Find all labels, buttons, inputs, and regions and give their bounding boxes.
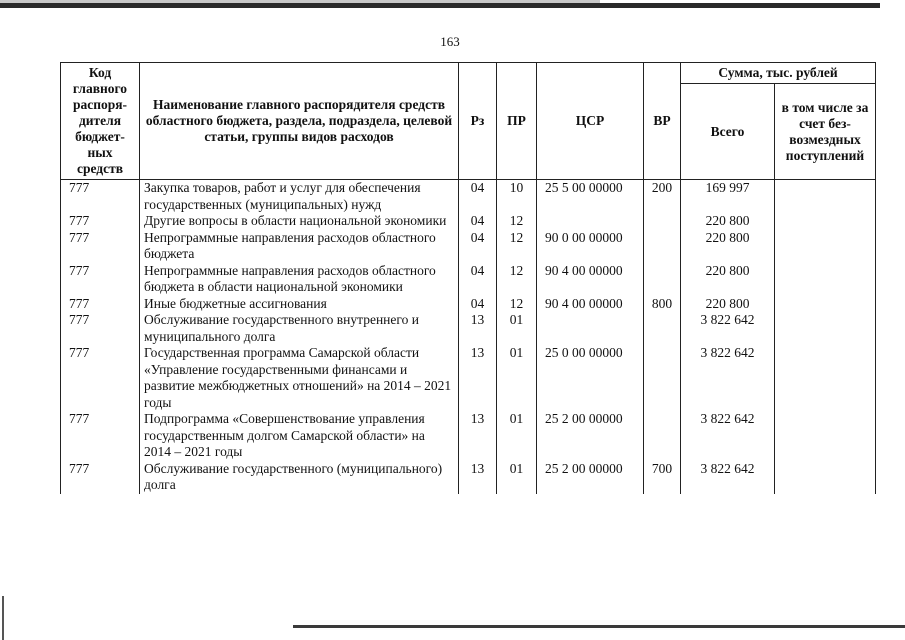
row-rz: 13 bbox=[459, 345, 497, 411]
row-csr: 25 2 00 00000 bbox=[537, 461, 644, 494]
row-name: Непрограммные направления расходов областного бюджета bbox=[140, 230, 459, 263]
row-rz: 13 bbox=[459, 312, 497, 345]
row-total: 3 822 642 bbox=[681, 345, 775, 411]
row-code: 777 bbox=[61, 411, 140, 461]
row-total: 3 822 642 bbox=[681, 312, 775, 345]
row-gratuitous bbox=[775, 345, 876, 411]
row-code: 777 bbox=[61, 230, 140, 263]
header-gratuitous: в том числе за счет без-возмездных поступлений bbox=[775, 84, 876, 180]
row-name: Непрограммные направления расходов областного бюджета в области национальной экономики bbox=[140, 263, 459, 296]
row-csr: 90 0 00 00000 bbox=[537, 230, 644, 263]
row-name: Обслуживание государственного внутреннего и муниципального долга bbox=[140, 312, 459, 345]
row-csr: 25 2 00 00000 bbox=[537, 411, 644, 461]
table-row bbox=[61, 230, 876, 263]
table-row bbox=[61, 461, 876, 494]
row-vr bbox=[644, 263, 681, 296]
row-code: 777 bbox=[61, 180, 140, 214]
row-name: Закупка товаров, работ и услуг для обеспечения государственных (муниципальных) нужд bbox=[140, 180, 459, 214]
row-gratuitous bbox=[775, 230, 876, 263]
row-rz: 04 bbox=[459, 230, 497, 263]
table-row bbox=[61, 263, 876, 296]
row-vr bbox=[644, 230, 681, 263]
header-sum-group: Сумма, тыс. рублей bbox=[681, 63, 876, 84]
row-name: Государственная программа Самарской области «Управление государственными финансами и развитие межбюджетных отношений» на 2014 – 2021 годы bbox=[140, 345, 459, 411]
header-total: Всего bbox=[681, 84, 775, 180]
row-code: 777 bbox=[61, 461, 140, 494]
table-row bbox=[61, 411, 876, 461]
row-pr: 01 bbox=[497, 461, 537, 494]
table-row bbox=[61, 345, 876, 411]
table-row bbox=[61, 213, 876, 230]
row-pr: 12 bbox=[497, 296, 537, 313]
row-pr: 10 bbox=[497, 180, 537, 214]
row-gratuitous bbox=[775, 263, 876, 296]
header-name: Наименование главного распорядителя средств областного бюджета, раздела, подраздела, целевой статьи, группы видов расходов bbox=[140, 63, 459, 180]
row-name: Подпрограмма «Совершенствование управления государственным долгом Самарской области» на 2014 – 2021 годы bbox=[140, 411, 459, 461]
row-pr: 12 bbox=[497, 230, 537, 263]
row-csr: 25 0 00 00000 bbox=[537, 345, 644, 411]
row-name: Обслуживание государственного (муниципального) долга bbox=[140, 461, 459, 494]
row-vr bbox=[644, 312, 681, 345]
row-vr: 200 bbox=[644, 180, 681, 214]
row-gratuitous bbox=[775, 411, 876, 461]
table-body bbox=[61, 180, 876, 494]
row-total: 3 822 642 bbox=[681, 411, 775, 461]
row-vr bbox=[644, 411, 681, 461]
table-row bbox=[61, 312, 876, 345]
row-csr: 25 5 00 00000 bbox=[537, 180, 644, 214]
row-total: 169 997 bbox=[681, 180, 775, 214]
row-csr: 90 4 00 00000 bbox=[537, 263, 644, 296]
top-scan-border bbox=[0, 0, 905, 9]
row-gratuitous bbox=[775, 461, 876, 494]
row-code: 777 bbox=[61, 312, 140, 345]
budget-table bbox=[60, 62, 876, 494]
row-rz: 13 bbox=[459, 461, 497, 494]
row-code: 777 bbox=[61, 213, 140, 230]
row-total: 220 800 bbox=[681, 263, 775, 296]
row-pr: 01 bbox=[497, 411, 537, 461]
row-pr: 01 bbox=[497, 312, 537, 345]
bottom-scan-border bbox=[293, 625, 905, 628]
row-csr bbox=[537, 213, 644, 230]
row-gratuitous bbox=[775, 312, 876, 345]
row-rz: 04 bbox=[459, 213, 497, 230]
row-gratuitous bbox=[775, 180, 876, 214]
row-rz: 04 bbox=[459, 263, 497, 296]
row-total: 220 800 bbox=[681, 296, 775, 313]
row-vr: 800 bbox=[644, 296, 681, 313]
row-code: 777 bbox=[61, 296, 140, 313]
row-pr: 12 bbox=[497, 213, 537, 230]
row-gratuitous bbox=[775, 213, 876, 230]
row-rz: 04 bbox=[459, 296, 497, 313]
row-total: 3 822 642 bbox=[681, 461, 775, 494]
row-csr: 90 4 00 00000 bbox=[537, 296, 644, 313]
row-code: 777 bbox=[61, 263, 140, 296]
page-number: 163 bbox=[440, 34, 460, 49]
header-csr: ЦСР bbox=[537, 63, 644, 180]
table-row bbox=[61, 296, 876, 313]
row-name: Другие вопросы в области национальной экономики bbox=[140, 213, 459, 230]
row-rz: 13 bbox=[459, 411, 497, 461]
row-pr: 01 bbox=[497, 345, 537, 411]
header-rz: Рз bbox=[459, 63, 497, 180]
row-rz: 04 bbox=[459, 180, 497, 214]
row-total: 220 800 bbox=[681, 213, 775, 230]
row-vr bbox=[644, 213, 681, 230]
row-name: Иные бюджетные ассигнования bbox=[140, 296, 459, 313]
row-total: 220 800 bbox=[681, 230, 775, 263]
row-vr bbox=[644, 345, 681, 411]
header-code: Код главного распоря-дителя бюджет-ных средств bbox=[61, 63, 140, 180]
row-vr: 700 bbox=[644, 461, 681, 494]
row-csr bbox=[537, 312, 644, 345]
row-pr: 12 bbox=[497, 263, 537, 296]
left-scan-mark bbox=[2, 596, 4, 640]
table-row bbox=[61, 180, 876, 214]
header-vr: ВР bbox=[644, 63, 681, 180]
row-code: 777 bbox=[61, 345, 140, 411]
header-pr: ПР bbox=[497, 63, 537, 180]
row-gratuitous bbox=[775, 296, 876, 313]
